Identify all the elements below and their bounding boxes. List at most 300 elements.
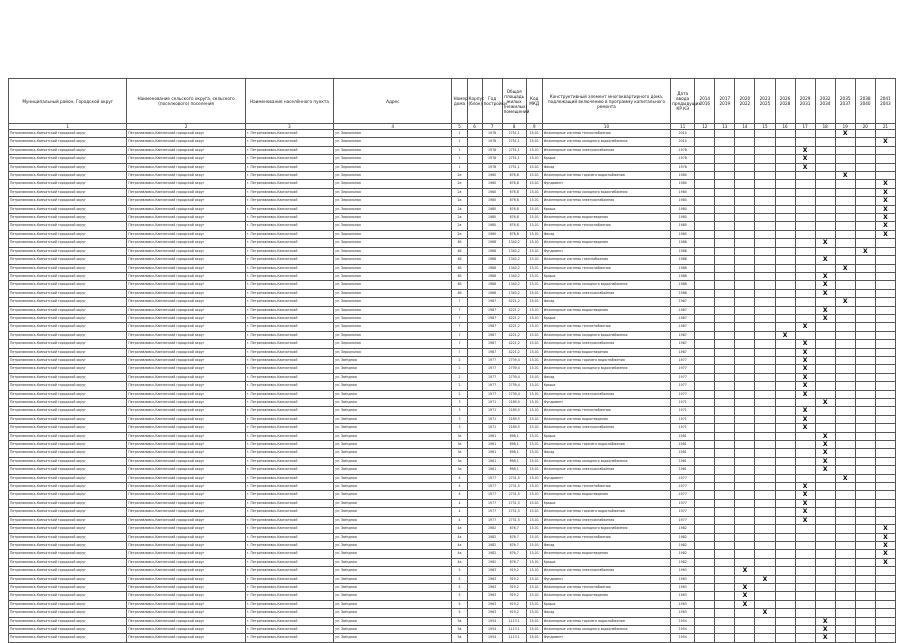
cell-district: Петропавловск-Камчатский городской округ (9, 289, 127, 297)
cell-total-area: 919,2 (502, 600, 526, 608)
cell-block (467, 331, 482, 339)
cell-total-area: 2739,4 (502, 365, 526, 373)
table-row (9, 163, 896, 171)
cell-period-mark (695, 424, 715, 432)
cell-settlement: Петропавловск-Камчатский городской округ (127, 365, 245, 373)
cell-mkd-code: 15-01 (526, 634, 542, 642)
cell-district: Петропавловск-Камчатский городской округ (9, 625, 127, 633)
cell-settlement: Петропавловск-Камчатский городской округ (127, 155, 245, 163)
cell-period-mark (875, 155, 895, 163)
cell-locality: г. Петропавловск-Камчатский (245, 415, 333, 423)
cell-period-mark (695, 348, 715, 356)
cell-address: ул. Звёздная (334, 415, 452, 423)
cell-period-mark (735, 390, 755, 398)
cell-period-mark (875, 592, 895, 600)
cell-total-area: 676,8 (502, 197, 526, 205)
cell-total-area: 676,7 (502, 550, 526, 558)
cell-district: Петропавловск-Камчатский городской округ (9, 382, 127, 390)
cell-period-mark (735, 331, 755, 339)
table-row (9, 289, 896, 297)
cell-period-mark (715, 516, 735, 524)
cell-house-number: 1 (452, 146, 467, 154)
cell-period-mark (775, 214, 795, 222)
column-number: 6 (467, 124, 482, 130)
cell-period-mark: X (795, 390, 815, 398)
cell-settlement: Петропавловск-Камчатский городской округ (127, 525, 245, 533)
cell-period-mark (875, 609, 895, 617)
cell-period-mark (755, 138, 775, 146)
cell-period-mark (775, 247, 795, 255)
cell-period-mark (775, 205, 795, 213)
cell-period-mark (715, 323, 735, 331)
cell-period-mark (835, 449, 855, 457)
cell-house-number: 7 (452, 306, 467, 314)
cell-period-mark: X (735, 592, 755, 600)
cell-period-mark (755, 600, 775, 608)
cell-house-number: 2 (452, 365, 467, 373)
cell-period-mark (735, 205, 755, 213)
cell-block (467, 272, 482, 280)
cell-locality: г. Петропавловск-Камчатский (245, 247, 333, 255)
cell-house-number: 7 (452, 314, 467, 322)
column-header: Корпус (блок) (467, 79, 482, 124)
cell-locality: г. Петропавловск-Камчатский (245, 483, 333, 491)
cell-period-mark (835, 432, 855, 440)
table-row (9, 399, 896, 407)
cell-period-mark (875, 415, 895, 423)
cell-period-mark (835, 483, 855, 491)
cell-period-mark (755, 567, 775, 575)
cell-period-mark (795, 558, 815, 566)
cell-period-mark (855, 499, 875, 507)
cell-period-mark (835, 466, 855, 474)
cell-period-mark (835, 516, 855, 524)
cell-period-mark (835, 541, 855, 549)
table-row (9, 314, 896, 322)
cell-year-built: 1987 (482, 331, 502, 339)
cell-mkd-code: 15-01 (526, 356, 542, 364)
cell-year-built: 1971 (482, 415, 502, 423)
cell-previous-repair-date: 1981 (671, 457, 695, 465)
table-row (9, 180, 896, 188)
cell-previous-repair-date: 1980 (671, 197, 695, 205)
cell-period-mark (735, 415, 755, 423)
cell-locality: г. Петропавловск-Камчатский (245, 457, 333, 465)
cell-structural-element: Инженерные системы газоснабжения (542, 256, 670, 264)
cell-house-number: 5 (452, 600, 467, 608)
cell-locality: г. Петропавловск-Камчатский (245, 474, 333, 482)
cell-period-mark (815, 390, 835, 398)
cell-period-mark (755, 533, 775, 541)
cell-address: ул. Звёздная (334, 617, 452, 625)
cell-period-mark (875, 407, 895, 415)
cell-district: Петропавловск-Камчатский городской округ (9, 533, 127, 541)
cell-period-mark (735, 348, 755, 356)
cell-period-mark (755, 264, 775, 272)
cell-locality: г. Петропавловск-Камчатский (245, 230, 333, 238)
cell-period-mark (755, 314, 775, 322)
cell-period-mark (755, 399, 775, 407)
cell-period-mark (695, 365, 715, 373)
cell-district: Петропавловск-Камчатский городской округ (9, 558, 127, 566)
column-header: 2020 2022 (735, 79, 755, 124)
table-row (9, 331, 896, 339)
cell-previous-repair-date: 1987 (671, 306, 695, 314)
cell-period-mark (715, 138, 735, 146)
cell-block (467, 306, 482, 314)
cell-mkd-code: 15-01 (526, 172, 542, 180)
cell-total-area: 4221,2 (502, 298, 526, 306)
cell-district: Петропавловск-Камчатский городской округ (9, 306, 127, 314)
cell-period-mark (855, 356, 875, 364)
cell-year-built: 1981 (482, 432, 502, 440)
cell-total-area: 1340,2 (502, 247, 526, 255)
cell-structural-element: Инженерные системы водоотведения (542, 415, 670, 423)
cell-year-built: 1980 (482, 214, 502, 222)
cell-period-mark (775, 188, 795, 196)
table-row (9, 600, 896, 608)
cell-block (467, 550, 482, 558)
cell-locality: г. Петропавловск-Камчатский (245, 533, 333, 541)
cell-previous-repair-date: 1982 (671, 558, 695, 566)
cell-previous-repair-date: 1980 (671, 214, 695, 222)
cell-period-mark: X (875, 230, 895, 238)
cell-period-mark: X (815, 449, 835, 457)
cell-period-mark (715, 575, 735, 583)
cell-house-number: 5 (452, 592, 467, 600)
cell-period-mark (715, 272, 735, 280)
cell-total-area: 698,1 (502, 449, 526, 457)
cell-house-number: 1 (452, 155, 467, 163)
cell-previous-repair-date: 1988 (671, 264, 695, 272)
cell-block (467, 625, 482, 633)
table-row (9, 247, 896, 255)
cell-mkd-code: 15-01 (526, 138, 542, 146)
cell-period-mark (855, 415, 875, 423)
cell-previous-repair-date: 1981 (671, 449, 695, 457)
cell-address: ул. Зеркальная (334, 138, 452, 146)
cell-total-area: 698,1 (502, 432, 526, 440)
cell-period-mark: X (815, 625, 835, 633)
cell-structural-element: Инженерные системы холодного водоснабжения (542, 138, 670, 146)
cell-locality: г. Петропавловск-Камчатский (245, 146, 333, 154)
cell-previous-repair-date: 1977 (671, 390, 695, 398)
cell-settlement: Петропавловск-Камчатский городской округ (127, 399, 245, 407)
cell-locality: г. Петропавловск-Камчатский (245, 180, 333, 188)
cell-structural-element: Фасад (542, 373, 670, 381)
cell-locality: г. Петропавловск-Камчатский (245, 281, 333, 289)
cell-structural-element: Инженерные системы теплоснабжения (542, 583, 670, 591)
table-row (9, 281, 896, 289)
cell-address: ул. Звёздная (334, 365, 452, 373)
cell-year-built: 1971 (482, 407, 502, 415)
cell-house-number: 5 (452, 583, 467, 591)
table-row (9, 415, 896, 423)
cell-settlement: Петропавловск-Камчатский городской округ (127, 634, 245, 642)
cell-mkd-code: 15-01 (526, 617, 542, 625)
cell-period-mark (795, 525, 815, 533)
table-row (9, 214, 896, 222)
cell-mkd-code: 15-01 (526, 239, 542, 247)
cell-previous-repair-date: 1988 (671, 272, 695, 280)
cell-address: ул. Зеркальная (334, 340, 452, 348)
cell-period-mark (735, 138, 755, 146)
cell-address: ул. Звёздная (334, 399, 452, 407)
cell-period-mark (695, 197, 715, 205)
cell-period-mark (875, 508, 895, 516)
cell-house-number: 3а (452, 457, 467, 465)
cell-locality: г. Петропавловск-Камчатский (245, 197, 333, 205)
column-header: 2017 2019 (715, 79, 735, 124)
cell-period-mark (815, 483, 835, 491)
cell-year-built: 1987 (482, 340, 502, 348)
column-number: 1 (9, 124, 127, 130)
cell-period-mark (875, 172, 895, 180)
cell-block (467, 415, 482, 423)
cell-period-mark: X (875, 558, 895, 566)
cell-year-built: 1977 (482, 365, 502, 373)
cell-year-built: 1987 (482, 298, 502, 306)
cell-settlement: Петропавловск-Камчатский городской округ (127, 533, 245, 541)
cell-period-mark (775, 323, 795, 331)
cell-period-mark: X (835, 298, 855, 306)
cell-previous-repair-date: 1954 (671, 634, 695, 642)
cell-period-mark (815, 130, 835, 138)
cell-total-area: 1340,2 (502, 289, 526, 297)
cell-period-mark (855, 567, 875, 575)
cell-district: Петропавловск-Камчатский городской округ (9, 466, 127, 474)
cell-structural-element: Инженерные системы теплоснабжения (542, 323, 670, 331)
cell-mkd-code: 15-01 (526, 449, 542, 457)
cell-year-built: 1977 (482, 516, 502, 524)
cell-total-area: 676,8 (502, 180, 526, 188)
cell-total-area: 1113,1 (502, 617, 526, 625)
cell-structural-element: Инженерные системы горячего водоснабжения (542, 172, 670, 180)
cell-period-mark (695, 483, 715, 491)
cell-period-mark (755, 474, 775, 482)
cell-locality: г. Петропавловск-Камчатский (245, 634, 333, 642)
column-number: 8 (502, 124, 526, 130)
column-header: Адрес (334, 79, 452, 124)
cell-settlement: Петропавловск-Камчатский городской округ (127, 239, 245, 247)
cell-period-mark (715, 264, 735, 272)
cell-year-built: 1963 (482, 600, 502, 608)
cell-period-mark (715, 407, 735, 415)
cell-previous-repair-date: 1954 (671, 617, 695, 625)
cell-period-mark (835, 155, 855, 163)
cell-total-area: 2189,5 (502, 415, 526, 423)
cell-address: ул. Звёздная (334, 541, 452, 549)
cell-mkd-code: 15-01 (526, 180, 542, 188)
cell-total-area: 676,7 (502, 533, 526, 541)
cell-period-mark (715, 474, 735, 482)
cell-locality: г. Петропавловск-Камчатский (245, 331, 333, 339)
cell-structural-element: Инженерные системы электроснабжения (542, 424, 670, 432)
cell-period-mark (815, 247, 835, 255)
cell-year-built: 1980 (482, 205, 502, 213)
cell-period-mark (715, 314, 735, 322)
cell-period-mark: X (875, 197, 895, 205)
table-row (9, 197, 896, 205)
cell-house-number: 2а (452, 188, 467, 196)
cell-block (467, 441, 482, 449)
cell-house-number: 1 (452, 138, 467, 146)
cell-address: ул. Звёздная (334, 600, 452, 608)
cell-settlement: Петропавловск-Камчатский городской округ (127, 272, 245, 280)
cell-settlement: Петропавловск-Камчатский городской округ (127, 188, 245, 196)
cell-previous-repair-date: 1977 (671, 356, 695, 364)
cell-period-mark (775, 625, 795, 633)
cell-period-mark (795, 617, 815, 625)
cell-period-mark (875, 163, 895, 171)
cell-structural-element: Инженерные системы холодного водоснабжения (542, 188, 670, 196)
cell-address: ул. Зеркальная (334, 130, 452, 138)
cell-structural-element: Инженерные системы теплоснабжения (542, 407, 670, 415)
cell-block (467, 214, 482, 222)
cell-period-mark (715, 399, 735, 407)
cell-period-mark (815, 541, 835, 549)
cell-period-mark (835, 239, 855, 247)
column-number: 3 (245, 124, 333, 130)
cell-block (467, 508, 482, 516)
cell-structural-element: Инженерные системы холодного водоснабжения (542, 281, 670, 289)
cell-period-mark (835, 188, 855, 196)
cell-period-mark: X (795, 373, 815, 381)
cell-structural-element: Инженерные системы электроснабжения (542, 289, 670, 297)
cell-period-mark (755, 382, 775, 390)
cell-house-number: 3а (452, 432, 467, 440)
cell-period-mark (715, 415, 735, 423)
cell-previous-repair-date: 1978 (671, 155, 695, 163)
cell-settlement: Петропавловск-Камчатский городской округ (127, 617, 245, 625)
cell-period-mark (695, 146, 715, 154)
cell-previous-repair-date: 1978 (671, 163, 695, 171)
cell-period-mark (695, 180, 715, 188)
cell-previous-repair-date: 1980 (671, 180, 695, 188)
cell-locality: г. Петропавловск-Камчатский (245, 558, 333, 566)
cell-address: ул. Звёздная (334, 499, 452, 507)
cell-locality: г. Петропавловск-Камчатский (245, 138, 333, 146)
cell-period-mark (855, 533, 875, 541)
cell-period-mark (775, 483, 795, 491)
cell-period-mark (755, 289, 775, 297)
cell-locality: г. Петропавловск-Камчатский (245, 298, 333, 306)
cell-house-number: 7 (452, 348, 467, 356)
cell-address: ул. Зеркальная (334, 222, 452, 230)
cell-period-mark (775, 390, 795, 398)
cell-block (467, 205, 482, 213)
cell-district: Петропавловск-Камчатский городской округ (9, 432, 127, 440)
cell-period-mark (735, 575, 755, 583)
cell-block (467, 617, 482, 625)
cell-locality: г. Петропавловск-Камчатский (245, 323, 333, 331)
cell-period-mark: X (835, 130, 855, 138)
cell-year-built: 1978 (482, 138, 502, 146)
cell-period-mark: X (875, 188, 895, 196)
cell-district: Петропавловск-Камчатский городской округ (9, 457, 127, 465)
column-header: Муниципальный район, Городской округ (9, 79, 127, 124)
cell-period-mark (835, 230, 855, 238)
cell-structural-element: Инженерные системы водоотведения (542, 214, 670, 222)
cell-period-mark (695, 449, 715, 457)
cell-block (467, 516, 482, 524)
cell-locality: г. Петропавловск-Камчатский (245, 188, 333, 196)
cell-district: Петропавловск-Камчатский городской округ (9, 197, 127, 205)
cell-period-mark (855, 230, 875, 238)
cell-period-mark (855, 491, 875, 499)
cell-period-mark (875, 625, 895, 633)
cell-period-mark (755, 634, 775, 642)
cell-structural-element: Инженерные системы теплоснабжения (542, 264, 670, 272)
cell-period-mark (695, 214, 715, 222)
cell-period-mark (755, 340, 775, 348)
cell-period-mark (775, 449, 795, 457)
cell-period-mark (855, 424, 875, 432)
cell-period-mark (835, 567, 855, 575)
cell-structural-element: Инженерные системы электроснабжения (542, 567, 670, 575)
cell-period-mark (855, 550, 875, 558)
cell-period-mark (715, 205, 735, 213)
cell-period-mark (695, 272, 715, 280)
cell-previous-repair-date: 1987 (671, 348, 695, 356)
cell-structural-element: Инженерные системы горячего водоснабжения (542, 356, 670, 364)
cell-period-mark (795, 130, 815, 138)
cell-period-mark (835, 575, 855, 583)
cell-period-mark (715, 373, 735, 381)
cell-period-mark (735, 264, 755, 272)
cell-period-mark (835, 457, 855, 465)
cell-period-mark (795, 264, 815, 272)
cell-period-mark (775, 281, 795, 289)
cell-structural-element: Инженерные системы горячего водоснабжения (542, 617, 670, 625)
cell-previous-repair-date: 1988 (671, 247, 695, 255)
cell-settlement: Петропавловск-Камчатский городской округ (127, 256, 245, 264)
cell-period-mark (695, 600, 715, 608)
cell-house-number: 5а (452, 634, 467, 642)
cell-block (467, 373, 482, 381)
cell-period-mark (795, 314, 815, 322)
cell-period-mark (775, 180, 795, 188)
cell-address: ул. Зеркальная (334, 214, 452, 222)
cell-house-number: 4а (452, 541, 467, 549)
cell-period-mark (715, 365, 735, 373)
cell-period-mark (815, 323, 835, 331)
cell-period-mark (695, 289, 715, 297)
cell-total-area: 1340,2 (502, 264, 526, 272)
cell-previous-repair-date: 1977 (671, 373, 695, 381)
cell-period-mark (835, 399, 855, 407)
cell-period-mark (835, 306, 855, 314)
cell-settlement: Петропавловск-Камчатский городской округ (127, 567, 245, 575)
cell-period-mark (715, 188, 735, 196)
cell-period-mark (735, 373, 755, 381)
column-header: 2038 2040 (855, 79, 875, 124)
cell-block (467, 230, 482, 238)
cell-period-mark (815, 508, 835, 516)
cell-house-number: 4б (452, 256, 467, 264)
cell-locality: г. Петропавловск-Камчатский (245, 567, 333, 575)
cell-period-mark: X (875, 214, 895, 222)
table-row (9, 172, 896, 180)
cell-period-mark (695, 625, 715, 633)
cell-locality: г. Петропавловск-Камчатский (245, 314, 333, 322)
cell-period-mark (855, 382, 875, 390)
cell-period-mark (755, 516, 775, 524)
cell-period-mark (875, 499, 895, 507)
cell-settlement: Петропавловск-Камчатский городской округ (127, 575, 245, 583)
cell-block (467, 256, 482, 264)
cell-mkd-code: 15-01 (526, 525, 542, 533)
